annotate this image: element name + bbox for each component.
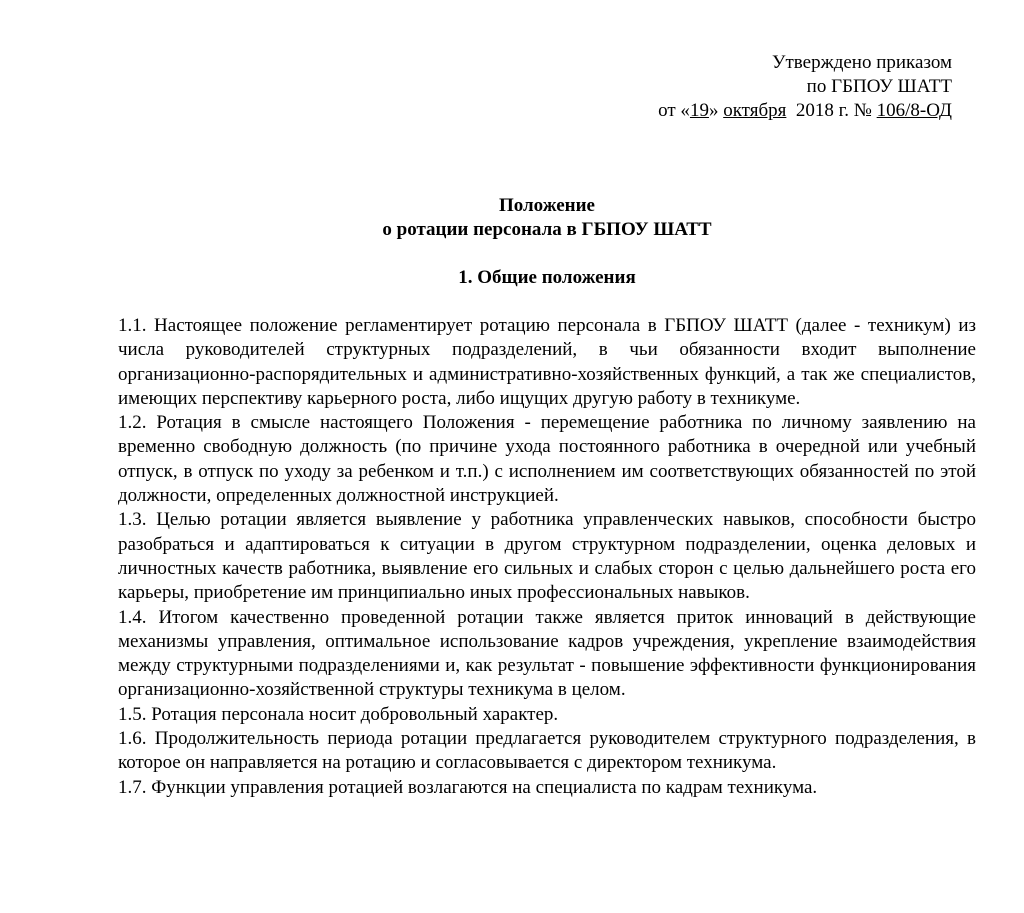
paragraph-1-2: 1.2. Ротация в смысле настоящего Положения - перемещение работника по личному заявлению на временно свободную должность (по причине ухода постоянного работника в очередной или учебный отпуск, в отпуск по уходу за ребенком и т.п.) с исполнением им соответствующих обязанностей по этой должности, определенных должностной инструкцией. (118, 412, 976, 507)
approval-line-1: Утверждено приказом (772, 52, 952, 73)
approval-line-3 (658, 99, 952, 123)
document-title-line-2: о ротации персонала в ГБПОУ ШАТТ (382, 219, 712, 240)
approval-date-prefix: от « (658, 100, 690, 121)
approval-order-number: 106/8-ОД (876, 100, 952, 121)
section-heading: 1. Общие положения (458, 267, 636, 288)
paragraph-1-1: 1.1. Настоящее положение регламентирует ротацию персонала в ГБПОУ ШАТТ (далее - техникум) из числа руководителей структурных подразделений, в чьи обязанности входит выполнение организационно-распорядительных и административно-хозяйственных функций, а так же специалистов, имеющих перспективу карьерного роста, либо ищущих другую работу в техникуме. (118, 315, 976, 409)
approval-date-mid: » (708, 100, 724, 121)
approval-year: 2018 г. № (786, 100, 877, 121)
document-title (0, 194, 1024, 242)
approval-line-2: по ГБПОУ ШАТТ (806, 76, 952, 97)
approval-day: 19 (689, 100, 709, 121)
paragraph-1-3: 1.3. Целью ротации является выявление у работника управленческих навыков, способности быстро разобраться и адаптироваться к ситуации в другом структурном подразделении, оценка деловых и личностных качеств работника, выявление его сильных и слабых сторон с целью дальнейшего роста его карьеры, приобретение им принципиально иных профессиональных навыков. (118, 509, 976, 604)
paragraph-1-7: 1.7. Функции управления ротацией возлагаются на специалиста по кадрам техникума. (118, 776, 818, 798)
paragraph-1-5: 1.5. Ротация персонала носит добровольный характер. (118, 703, 559, 725)
paragraph-1-4: 1.4. Итогом качественно проведенной ротации также является приток инноваций в действующие механизмы управления, оптимальное использование кадров учреждения, укрепление взаимодействия между структурными подразделениями и, как результат - повышение эффективности функционирования организационно-хозяйственной структуры техникума в целом. (118, 606, 976, 701)
document-title-line-1: Положение (498, 195, 595, 216)
section-body (118, 314, 976, 800)
approval-month: октября (723, 100, 787, 121)
paragraph-1-6: 1.6. Продолжительность периода ротации предлагается руководителем структурного подразделения, в которое он направляется на ротацию и согласовывается с директором техникума. (118, 728, 976, 774)
approval-stamp (658, 51, 952, 123)
